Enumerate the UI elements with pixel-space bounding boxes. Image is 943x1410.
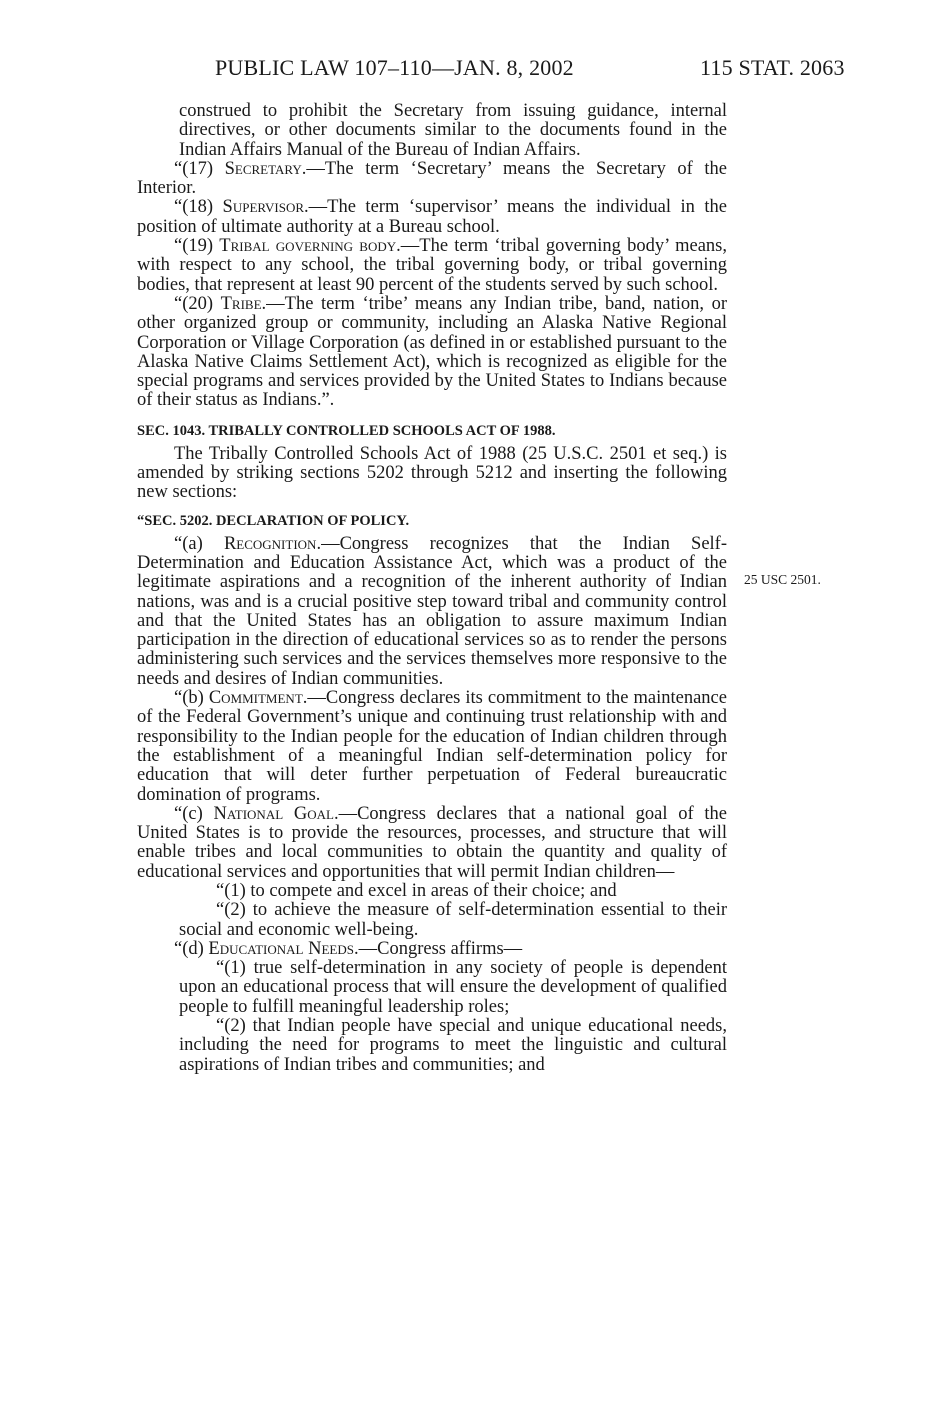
statute-page-number: 115 STAT. 2063	[700, 55, 845, 80]
definition-17: “(17) Secretary.—The term ‘Secretary’ means the Secretary of the Interior.	[137, 158, 727, 199]
subsection-d: “(d) Educational Needs.—Congress affirms—	[174, 938, 523, 959]
definition-19: “(19) Tribal governing body.—The term ‘tribal governing body’ means, with respect to any school, the tribal governing body, or tribal governing bodies, that represent at least 90 percent of the students served by such school.	[137, 236, 727, 295]
running-head-title: PUBLIC LAW 107–110—JAN. 8, 2002	[215, 55, 574, 80]
subsection-heading: Commitment	[208, 688, 303, 709]
definition-18: “(18) Supervisor.—The term ‘supervisor’ means the individual in the position of ultimate authority at a Bureau school.	[137, 197, 727, 237]
subsection-b: “(b) Commitment.—Congress declares its commitment to the maintenance of the Federal Government’s unique and continuing trust relationship with and responsibility to the Indian people for the education of Indian children through the establishment of a meaningful Indian self-determination policy for education that will deter further perpetuation of Federal bureaucratic domination of programs.	[137, 688, 727, 805]
definition-heading: Supervisor	[222, 197, 305, 218]
subsection-c: “(c) National Goal.—Congress declares that a national goal of the United States is to provide the resources, processes, and structure that will enable tribes and local communities to obtain the quantity and quality of educational services and opportunities that will permit Indian children—	[137, 803, 727, 882]
paragraph-d1: “(1) true self-determination in any society of people is dependent upon an educational process that will ensure the development of qualified people to fulfill meaningful leadership roles;	[179, 958, 727, 1017]
subsection-a: “(a) Recognition.—Congress recognizes that the Indian Self-Determination and Education Assistance Act, which was a product of the legitimate aspirations and a recognition of the inherent authority of Indian nations, was and is a crucial positive step toward tribal and community control and that the United States has an obligation to assure maximum Indian participation in the direction of educational services so as to render the persons administering such services and the services themselves more responsive to the needs and desires of Indian communities.	[137, 533, 727, 689]
subsection-heading: Recognition	[223, 533, 317, 554]
statute-body	[137, 102, 727, 1075]
margin-citation: 25 USC 2501.	[744, 572, 821, 587]
subsection-heading: Educational Needs	[208, 938, 354, 959]
paragraph-c2: “(2) to achieve the measure of self-determination essential to their social and economic well-being.	[179, 900, 727, 940]
amendment-intro: The Tribally Controlled Schools Act of 1988 (25 U.S.C. 2501 et seq.) is amended by striking sections 5202 through 5212 and inserting the following new sections:	[137, 443, 727, 503]
paragraph-continuation: construed to prohibit the Secretary from issuing guidance, internal directives, or other documents similar to the documents found in the Indian Affairs Manual of the Bureau of Indian Affairs.	[179, 101, 727, 160]
paragraph-d2: “(2) that Indian people have special and unique educational needs, including the need for programs to meet the linguistic and cultural aspirations of Indian tribes and communities; and	[179, 1016, 727, 1075]
definition-heading: Tribe	[220, 293, 262, 314]
section-5202-heading: “SEC. 5202. DECLARATION OF POLICY.	[137, 512, 410, 529]
subsection-heading: National Goal	[213, 803, 334, 824]
definition-heading: Secretary	[224, 158, 302, 179]
paragraph-c1: “(1) to compete and excel in areas of their choice; and	[216, 880, 617, 901]
page-header	[0, 55, 943, 85]
definition-heading: Tribal governing body	[219, 236, 397, 257]
section-1043-heading: SEC. 1043. TRIBALLY CONTROLLED SCHOOLS ACT OF 1988.	[137, 422, 556, 439]
definition-20: “(20) Tribe.—The term ‘tribe’ means any Indian tribe, band, nation, or other organized group or community, including an Alaska Native Regional Corporation or Village Corporation (as defined in or established pursuant to the Alaska Native Claims Settlement Act), which is recognized as eligible for the special programs and services provided by the United States to Indians because of their status as Indians.”.	[137, 293, 727, 411]
